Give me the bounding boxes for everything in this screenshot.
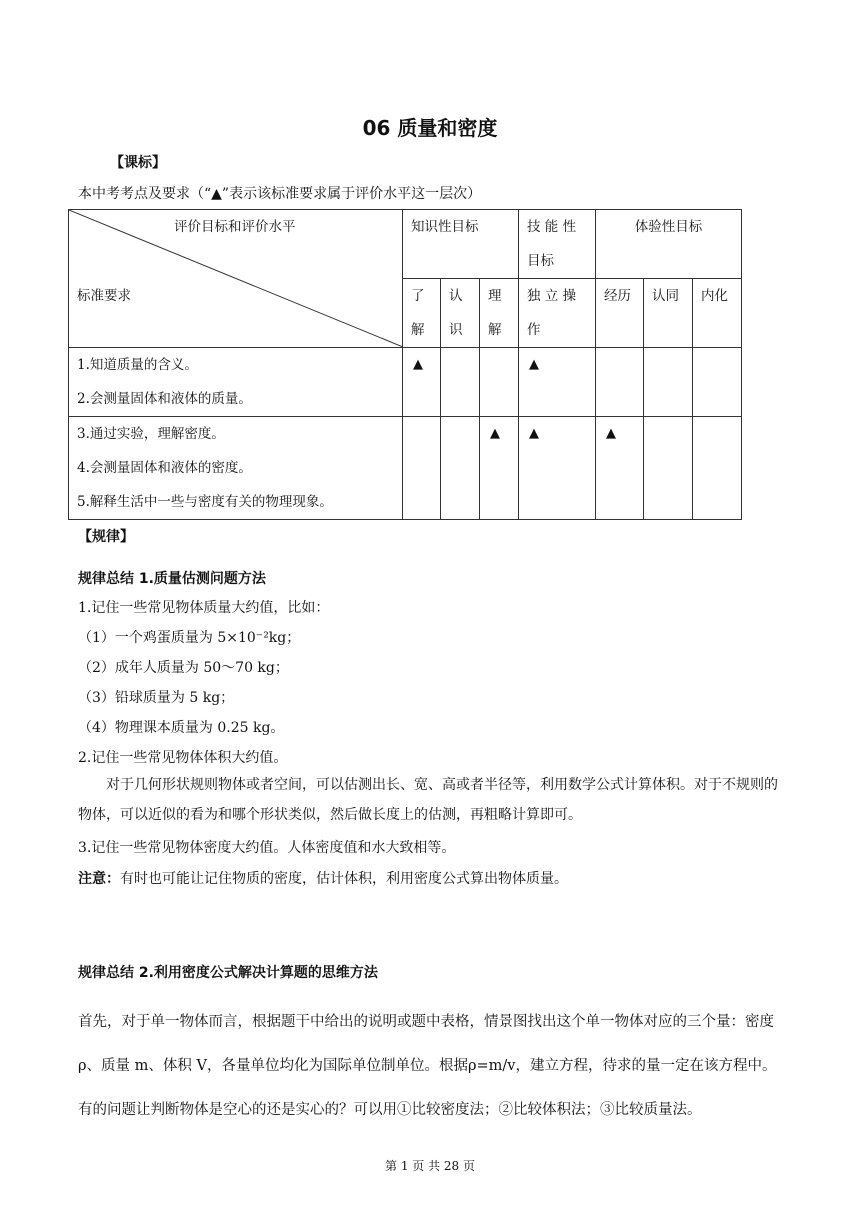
row1-duli-caozuo-mark: ▲ [519,348,596,417]
sub-header-text: 作 [527,322,541,338]
header-skill-line2: 目标 [527,253,554,269]
empty-cell [403,417,441,520]
row1-liaojie-mark: ▲ [403,348,441,417]
row2-lijie-mark: ▲ [480,417,519,520]
page-title: 06 质量和密度 [362,116,498,140]
standard-item: 3.通过实验，理解密度。 [77,426,225,442]
empty-cell [480,348,519,417]
empty-cell [644,417,693,520]
empty-cell [693,417,742,520]
sub-header-text: 识 [449,322,463,338]
sub-header-renshi [441,279,480,348]
header-skill [519,210,596,279]
rule1-line: （2）成年人质量为 50～70 kg； [78,660,289,676]
kebiao-heading: 【课标】 [110,155,166,171]
note [78,868,568,888]
sub-header-text: 解 [411,322,425,338]
standard-item: 5.解释生活中一些与密度有关的物理现象。 [77,494,333,510]
row2-jingli-mark: ▲ [596,417,644,520]
standard-item: 2.会测量固体和液体的质量。 [77,391,252,407]
sub-header-neihua: 内化 [693,279,742,348]
sub-header-text: 理 [488,288,502,304]
note-text: 有时也可能让记住物质的密度，估计体积，利用密度公式算出物体质量。 [120,871,568,887]
empty-cell [644,348,693,417]
rule1-line3: 3.记住一些常见物体密度大约值。人体密度值和水大致相等。 [78,840,456,856]
header-knowledge: 知识性目标 [403,210,519,279]
table-intro: 本中考考点及要求（“▲”表示该标准要求属于评价水平这一层次） [78,186,482,202]
empty-cell [596,348,644,417]
empty-cell [693,348,742,417]
table-row [69,348,742,417]
rule1-line: （4）物理课本质量为 0.25 kg。 [78,720,285,736]
rule1-line: （1）一个鸡蛋质量为 5×10⁻²kg； [78,630,301,646]
sub-header-text: 认 [449,288,463,304]
sub-header-lijie [480,279,519,348]
header-experience: 体验性目标 [596,210,742,279]
empty-cell [441,417,480,520]
page-footer: 第 1 页 共 28 页 [385,1159,475,1173]
rule2-title: 规律总结 2.利用密度公式解决计算题的思维方法 [78,965,378,981]
standard-item: 4.会测量固体和液体的密度。 [77,460,252,476]
rule1-line: 1.记住一些常见物体质量大约值，比如： [78,600,330,616]
note-label: 注意： [78,871,120,887]
corner-top-label: 评价目标和评价水平 [174,219,296,235]
standards-table [68,209,742,520]
sub-header-text: 独 立 操 [527,288,577,304]
table-row [69,417,742,520]
sub-header-rentong: 认同 [644,279,693,348]
row2-standards [69,417,403,520]
header-skill-line1: 技 能 性 [527,219,577,235]
standard-item: 1.知道质量的含义。 [77,357,198,373]
row1-standards [69,348,403,417]
rule2-paragraph: 首先，对于单一物体而言，根据题干中给出的说明或题中表格，情景图找出这个单一物体对应的三个量：密度ρ、质量 m、体积 V，各量单位均化为国际单位制单位。根据ρ=m/v，建立方程，待求的量一定在该方程中。有的问题让判断物体是空心的还是实心的？可以用①比较密度法；②比较体积法；③比较质量法。 [78,1014,777,1118]
sub-header-duli-caozuo [519,279,596,348]
guilv-heading: 【规律】 [78,529,134,545]
rule1-paragraph: 对于几何形状规则物体或者空间，可以估测出长、宽、高或者半径等，利用数学公式计算体积。对于不规则的物体，可以近似的看为和哪个形状类似，然后做长度上的估测，再粗略计算即可。 [78,777,778,823]
rule1-title: 规律总结 1.质量估测问题方法 [78,571,266,587]
row2-duli-caozuo-mark: ▲ [519,417,596,520]
table-corner-cell [69,210,403,348]
rule1-line: 2.记住一些常见物体体积大约值。 [78,750,288,766]
sub-header-liaojie [403,279,441,348]
sub-header-jingli: 经历 [596,279,644,348]
rule1-line: （3）铅球质量为 5 kg； [78,690,235,706]
corner-bottom-label: 标准要求 [77,288,131,304]
empty-cell [441,348,480,417]
sub-header-text: 了 [411,288,425,304]
sub-header-text: 解 [488,322,502,338]
